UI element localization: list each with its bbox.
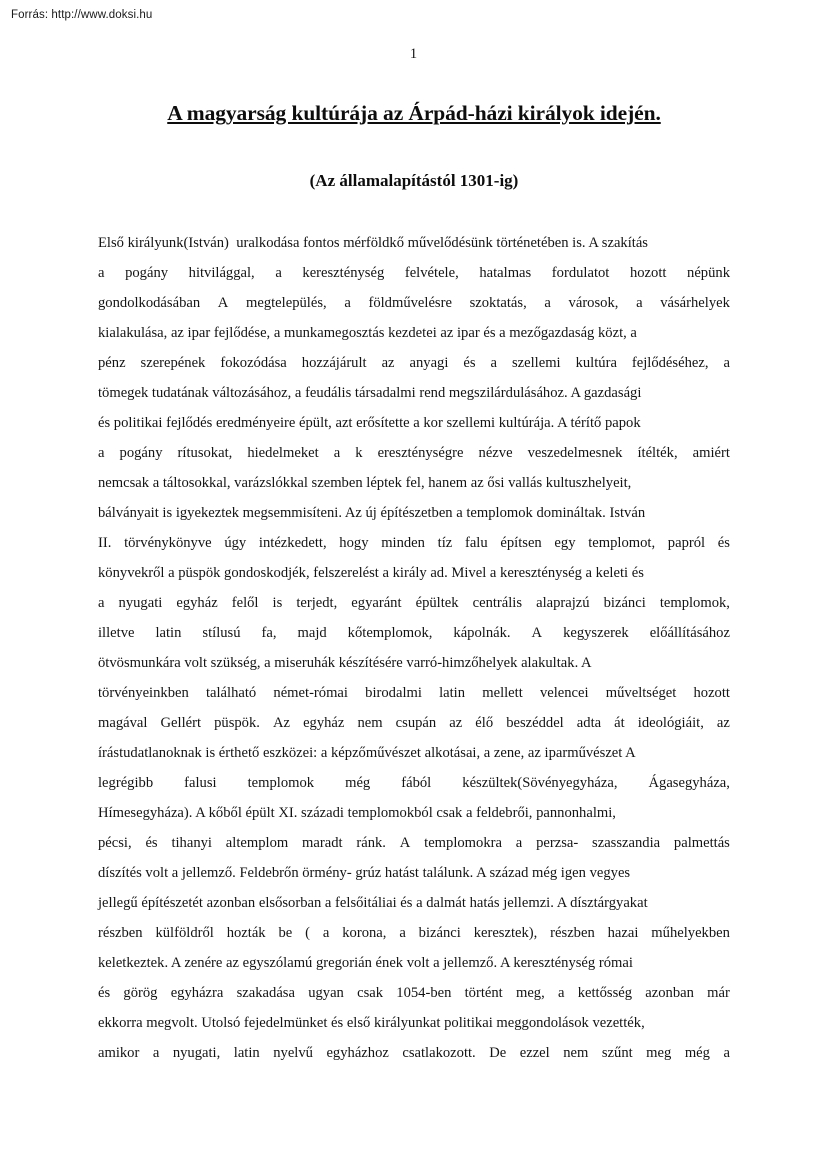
body-word: a [152, 1045, 160, 1061]
body-word: birodalmi [365, 685, 422, 701]
body-word: falusi [184, 775, 217, 791]
body-word: terjedt, [296, 595, 338, 611]
body-word: magával [98, 715, 148, 731]
body-word: ítélték, [637, 445, 678, 461]
body-word: anyagi [409, 355, 449, 371]
source-watermark-label: Forrás: http://www.doksi.hu [11, 9, 153, 21]
body-word: élő [475, 715, 494, 731]
body-word: szakadása [236, 985, 295, 1001]
body-line: és politikai fejlődés eredményeire épült, azt erősítette a kor szellemi kultúrája. A térítő papok [98, 415, 641, 431]
body-word: a [275, 265, 282, 281]
body-line [98, 618, 730, 648]
body-word: és [717, 535, 730, 551]
body-word: törvényeinkben [98, 685, 189, 701]
body-word: csupán [395, 715, 437, 731]
body-line: Hímesegyháza). A kőből épült XI. századi templomokból csak a feldebrői, pannonhalmi, [98, 805, 616, 821]
body-line: írástudatlanoknak is érthető eszközei: a képzőművészet alkotásai, a zene, az iparművészet A [98, 745, 636, 761]
body-word: keresztek), [473, 925, 538, 941]
page-number: 1 [409, 46, 418, 62]
body-word: templomok [247, 775, 315, 791]
body-word: felől [231, 595, 259, 611]
body-word: templomokra [424, 835, 502, 851]
body-word: pogány [119, 445, 163, 461]
body-word: az [449, 715, 463, 731]
body-word: földművelésre [368, 295, 452, 311]
body-word: még [684, 1045, 710, 1061]
body-word: centrális [472, 595, 523, 611]
body-word: kultúra [575, 355, 617, 371]
body-line: díszítés volt a jellemző. Feldebrőn örmény- grúz hatást találunk. A század még igen vegyes [98, 865, 631, 881]
body-word: megtelepülés, [246, 295, 327, 311]
body-word: majd [297, 625, 327, 641]
body-line: tömegek tudatának változásához, a feudális társadalmi rend megszilárdulásához. A gazdasági [98, 385, 642, 401]
body-word: ideológiáit, [637, 715, 704, 731]
body-word: kereszténység [302, 265, 385, 281]
body-word: is [272, 595, 283, 611]
body-word: A [399, 835, 411, 851]
document-subtitle: (Az államalapítástól 1301-ig) [309, 171, 519, 190]
body-word: mellett [482, 685, 523, 701]
body-word: velencei [539, 685, 589, 701]
body-word: a [399, 925, 406, 941]
body-word: a [98, 445, 105, 461]
body-word: a [98, 595, 105, 611]
body-word: azonban [645, 985, 694, 1001]
body-word: már [707, 985, 730, 1001]
body-word: a [515, 835, 523, 851]
body-word: építsen [500, 535, 542, 551]
body-word: korona, [342, 925, 387, 941]
body-line [98, 588, 730, 618]
body-word: a [557, 985, 565, 1001]
body-word: és [145, 835, 158, 851]
body-word: a [723, 1045, 730, 1061]
body-line: bálványait is igyekeztek megsemmisíteni. Az új építészetben a templomok domináltak. István [98, 505, 646, 521]
body-word: hatalmas [479, 265, 532, 281]
body-word: található [205, 685, 257, 701]
body-word: fejlődéséhez, [631, 355, 709, 371]
body-word: stílusú [202, 625, 241, 641]
body-word: hozzájárult [301, 355, 367, 371]
body-word: egyházhoz [326, 1045, 389, 1061]
body-word: felvétele, [404, 265, 459, 281]
body-line: jellegű építészetét azonban elsősorban a felsőitáliai és a dalmát hatás jellemzi. A dísztárgyakat [98, 895, 648, 911]
body-word: kápolnák. [453, 625, 511, 641]
body-word: intézkedett, [258, 535, 327, 551]
body-word: pénz [98, 355, 126, 371]
body-word: altemplom [225, 835, 289, 851]
body-word: hozott [693, 685, 730, 701]
body-word: szoktatás, [469, 295, 527, 311]
body-word: amikor [98, 1045, 140, 1061]
body-word: a [636, 295, 643, 311]
body-word: kőtemplomok, [347, 625, 433, 641]
body-word: még [345, 775, 371, 791]
body-word: rítusokat, [177, 445, 233, 461]
body-word: részben [550, 925, 595, 941]
body-line: Első királyunk(István) uralkodása fontos mérföldkő művelődésünk történetében is. A szakítás [98, 235, 648, 251]
body-line [98, 678, 730, 708]
body-word: vásárhelyek [660, 295, 730, 311]
body-line: könyvekről a püspök gondoskodjék, felszerelést a király ad. Mivel a kereszténység a keleti és [98, 565, 644, 581]
body-word: a [333, 445, 341, 461]
body-word: csatlakozott. [402, 1045, 476, 1061]
body-word: az [381, 355, 395, 371]
document-title: A magyarság kultúrája az Árpád-házi királyok idején. [167, 101, 661, 125]
body-word: szellemi [511, 355, 561, 371]
body-word: történt [464, 985, 503, 1001]
body-word: De [489, 1045, 507, 1061]
body-word: tíz [437, 535, 453, 551]
body-word: nézve [478, 445, 513, 461]
body-word: Gellért [160, 715, 202, 731]
body-word: a [490, 355, 497, 371]
body-word: fa, [261, 625, 277, 641]
body-word: a [322, 925, 330, 941]
body-line [98, 1038, 730, 1068]
body-word: hitvilággal, [188, 265, 255, 281]
body-word: szasszandia [592, 835, 661, 851]
body-word: bizánci [418, 925, 461, 941]
body-line [98, 768, 730, 798]
body-word: bizánci [603, 595, 646, 611]
body-word: papról [667, 535, 706, 551]
body-word: a [544, 295, 551, 311]
body-word: minden [381, 535, 425, 551]
body-word: szűnt [601, 1045, 633, 1061]
body-word: a [344, 295, 351, 311]
body-word: úgy [224, 535, 247, 551]
body-line: ötvösmunkára volt szükség, a miseruhák készítésére varró-himzőhelyek alakultak. A [98, 655, 592, 671]
body-word: hozott [629, 265, 667, 281]
body-line: keletkeztek. A zenére az egyszólamú gregorián ének volt a jellemző. A kereszténység római [98, 955, 633, 971]
body-word: adta [576, 715, 602, 731]
body-word: fordulatot [551, 265, 610, 281]
body-word: népünk [687, 265, 730, 281]
body-word: ugyan [308, 985, 344, 1001]
body-word: egyházra [170, 985, 224, 1001]
body-word: ( [305, 925, 311, 941]
body-word: hogy [339, 535, 369, 551]
body-word: Ágasegyháza, [648, 775, 730, 791]
body-word: fokozódása [220, 355, 287, 371]
body-word: nyugati, [172, 1045, 221, 1061]
body-line [98, 288, 730, 318]
body-word: műveltséget [605, 685, 677, 701]
body-word: pécsi, [98, 835, 132, 851]
body-line: ekkorra megvolt. Utolsó fejedelmünket és első királyunkat politikai meggondolások vezették, [98, 1015, 645, 1031]
body-word: legrégibb [98, 775, 154, 791]
body-word: kegyszerek [563, 625, 629, 641]
body-word: német-római [273, 685, 348, 701]
body-word: illetve [98, 625, 135, 641]
body-line [98, 528, 730, 558]
body-word: ránk. [356, 835, 386, 851]
body-word: egyház [303, 715, 345, 731]
body-word: A [217, 295, 229, 311]
body-word: maradt [302, 835, 343, 851]
body-word: és [463, 355, 476, 371]
body-line [98, 978, 730, 1008]
body-word: Az [272, 715, 290, 731]
body-line: kialakulása, az ipar fejlődése, a munkamegosztás kezdetei az ipar és a mezőgazdaság közt, a [98, 325, 637, 341]
body-word: műhelyekben [651, 925, 730, 941]
body-line [98, 438, 730, 468]
body-word: meg [646, 1045, 672, 1061]
body-word: falu [464, 535, 488, 551]
body-word: latin [155, 625, 182, 641]
body-word: templomot, [588, 535, 656, 551]
body-word: külföldről [155, 925, 214, 941]
body-word: tihanyi [171, 835, 212, 851]
body-word: a [723, 355, 730, 371]
body-word: csak [357, 985, 384, 1001]
body-word: egyaránt [351, 595, 402, 611]
body-word: pogány [125, 265, 169, 281]
body-line [98, 918, 730, 948]
body-word: püspök. [214, 715, 260, 731]
body-word: nem [563, 1045, 589, 1061]
body-word: beszéddel [506, 715, 564, 731]
body-word: törvénykönyve [124, 535, 212, 551]
body-word: hiedelmeket [247, 445, 319, 461]
body-word: A [531, 625, 543, 641]
body-word: az [716, 715, 730, 731]
body-word: egyház [176, 595, 218, 611]
body-word: nyelvű [273, 1045, 313, 1061]
body-word: 1054-ben [396, 985, 452, 1001]
body-word: k [355, 445, 363, 461]
body-word: alaprajzú [536, 595, 590, 611]
body-word: II. [98, 535, 112, 551]
body-word: kettősség [577, 985, 633, 1001]
body-word: nem [357, 715, 383, 731]
body-word: veszedelmesnek [527, 445, 623, 461]
body-word: amiért [692, 445, 730, 461]
body-word: át [614, 715, 625, 731]
body-word: gondolkodásában [98, 295, 201, 311]
body-line: nemcsak a táltosokkal, varázslókkal szemben léptek fel, hanem az ősi vallás kultuszhelyeit, [98, 475, 632, 491]
body-word: be [278, 925, 293, 941]
body-word: palmettás [673, 835, 730, 851]
body-word: fából [401, 775, 432, 791]
body-word: ereszténységre [377, 445, 464, 461]
body-word: görög [123, 985, 158, 1001]
body-word: és [98, 985, 111, 1001]
body-word: a [98, 265, 105, 281]
body-word: egy [554, 535, 576, 551]
body-word: latin [439, 685, 466, 701]
body-word: ezzel [519, 1045, 550, 1061]
body-word: épültek [415, 595, 459, 611]
body-word: perzsa- [536, 835, 579, 851]
body-word: latin [233, 1045, 260, 1061]
body-word: városok, [568, 295, 619, 311]
body-word: nyugati [118, 595, 163, 611]
body-word: templomok, [659, 595, 730, 611]
body-line [98, 708, 730, 738]
body-word: hazai [607, 925, 639, 941]
body-line [98, 258, 730, 288]
body-paragraph [98, 228, 730, 1068]
body-word: részben [98, 925, 143, 941]
body-line [98, 348, 730, 378]
body-line [98, 828, 730, 858]
body-word: előállításához [649, 625, 730, 641]
body-word: hozták [226, 925, 266, 941]
body-word: készültek(Sövényegyháza, [462, 775, 618, 791]
body-word: szerepének [140, 355, 206, 371]
body-word: meg, [515, 985, 545, 1001]
